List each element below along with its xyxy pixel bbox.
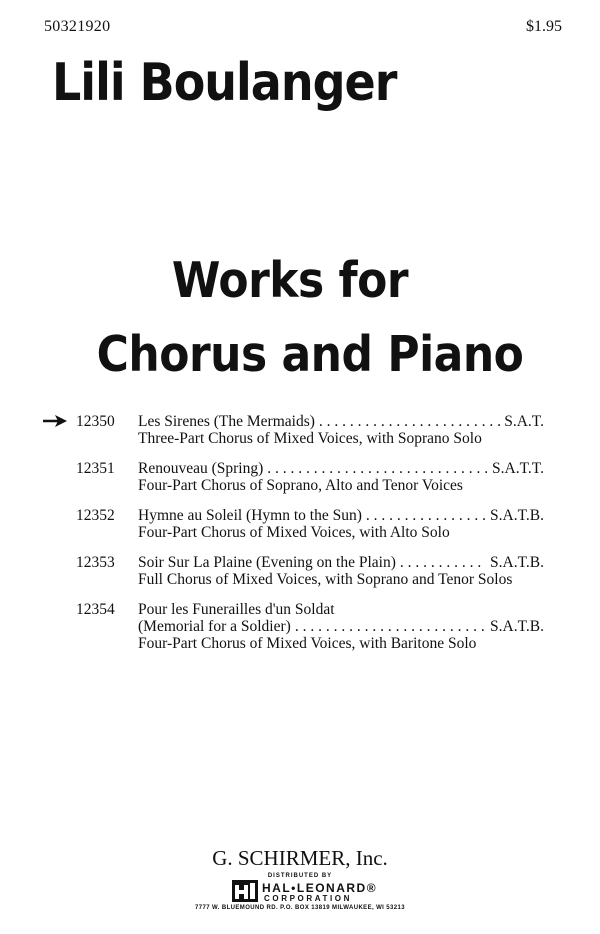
distributor-address: 7777 W. BLUEMOUND RD. P.O. BOX 13819 MILWAUKEE, WI 53213: [194, 905, 405, 911]
work-voicing: S.A.T.T.: [492, 460, 544, 477]
leader-dots: [400, 554, 486, 571]
work-voicing: S.A.T.B.: [490, 554, 544, 571]
title-line-1: Works for: [171, 252, 409, 310]
title-line-2: Chorus and Piano: [96, 326, 524, 384]
composer-name: Lili Boulanger: [52, 52, 397, 113]
work-number: 12351: [76, 460, 115, 477]
work-title: Pour les Funerailles d'un Soldat: [138, 601, 335, 618]
work-description: Four-Part Chorus of Mixed Voices, with Alto Solo: [138, 524, 450, 541]
work-title: Les Sirenes (The Mermaids): [138, 413, 315, 430]
work-title-line: [138, 618, 544, 635]
work-entry-12352: [0, 507, 600, 541]
work-title-line: [138, 507, 544, 524]
work-title: Hymne au Soleil (Hymn to the Sun): [138, 507, 362, 524]
work-voicing: S.A.T.B.: [490, 507, 544, 524]
work-title-line: [138, 460, 544, 477]
distributor-corporation: CORPORATION: [264, 894, 353, 903]
leader-dots: [267, 460, 488, 477]
work-entry-12354: [0, 601, 600, 652]
work-number: 12352: [76, 507, 115, 524]
distributor-name: HAL•LEONARD®: [262, 881, 378, 895]
hal-leonard-logo-icon: [232, 880, 258, 902]
work-voicing: S.A.T.: [504, 413, 544, 430]
work-title: Renouveau (Spring): [138, 460, 264, 477]
work-entry-12351: [0, 460, 600, 494]
leader-dots: [319, 413, 500, 430]
work-title-line: [138, 554, 544, 571]
work-number: 12354: [76, 601, 115, 618]
work-title-line: [138, 413, 544, 430]
leader-dots: [366, 507, 486, 524]
work-title: Soir Sur La Plaine (Evening on the Plain): [138, 554, 396, 571]
work-voicing: S.A.T.B.: [490, 618, 544, 635]
work-entry-12353: [0, 554, 600, 588]
work-description: Full Chorus of Mixed Voices, with Soprano and Tenor Solos: [138, 571, 513, 588]
works-list: [0, 413, 600, 665]
work-description: Four-Part Chorus of Soprano, Alto and Tenor Voices: [138, 477, 463, 494]
work-description: Four-Part Chorus of Mixed Voices, with Baritone Solo: [138, 635, 477, 652]
publisher-name: G. SCHIRMER, Inc.: [212, 846, 388, 870]
work-number: 12350: [76, 413, 115, 430]
arrow-right-icon: [42, 414, 68, 428]
leader-dots: [295, 618, 486, 635]
price: $1.95: [526, 18, 562, 35]
work-title-continued: (Memorial for a Soldier): [138, 618, 291, 635]
work-description: Three-Part Chorus of Mixed Voices, with Soprano Solo: [138, 430, 482, 447]
catalog-number: 50321920: [44, 18, 111, 35]
work-number: 12353: [76, 554, 115, 571]
work-entry-12350: [0, 413, 600, 447]
distributed-by-label: DISTRIBUTED BY: [267, 873, 333, 879]
